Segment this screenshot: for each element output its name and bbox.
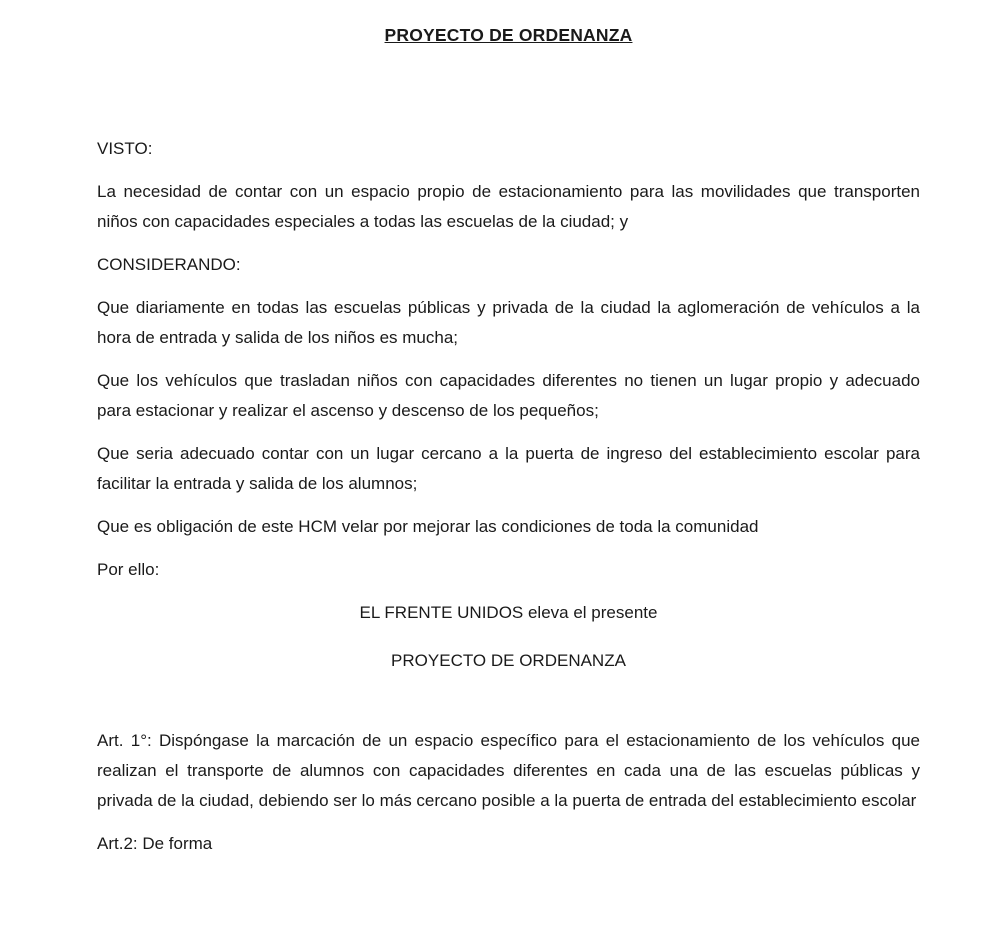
articles-section (97, 726, 920, 859)
visto-paragraph: La necesidad de contar con un espacio propio de estacionamiento para las movilidades que transporten niños con capacidades especiales a todas las escuelas de la ciudad; y (97, 182, 920, 231)
visto-heading: VISTO: (97, 139, 153, 158)
center-block (97, 598, 920, 676)
document-subtitle: PROYECTO DE ORDENANZA (391, 651, 626, 670)
considerando-paragraph: Que los vehículos que trasladan niños con capacidades diferentes no tienen un lugar propio y adecuado para estacionar y realizar el ascenso y descenso de los pequeños; (97, 371, 920, 420)
article-1-paragraph: Art. 1°: Dispóngase la marcación de un espacio específico para el estacionamiento de los vehículos que realizan el transporte de alumnos con capacidades diferentes en cada una de las escuelas públicas y privada de la ciudad, debiendo ser lo más cercano posible a la puerta de entrada del establecimiento escolar (97, 731, 920, 810)
article-2-paragraph: Art.2: De forma (97, 834, 213, 853)
por-ello-line: Por ello: (97, 560, 160, 579)
considerando-paragraph: Que diariamente en todas las escuelas públicas y privada de la ciudad la aglomeración de vehículos a la hora de entrada y salida de los niños es mucha; (97, 298, 920, 347)
considerando-heading: CONSIDERANDO: (97, 255, 241, 274)
considerando-paragraph: Que seria adecuado contar con un lugar cercano a la puerta de ingreso del establecimiento escolar para facilitar la entrada y salida de los alumnos; (97, 444, 920, 493)
eleva-line: EL FRENTE UNIDOS eleva el presente (359, 603, 658, 622)
document-title: PROYECTO DE ORDENANZA (384, 25, 633, 45)
considerando-paragraph: Que es obligación de este HCM velar por mejorar las condiciones de toda la comunidad (97, 517, 759, 536)
